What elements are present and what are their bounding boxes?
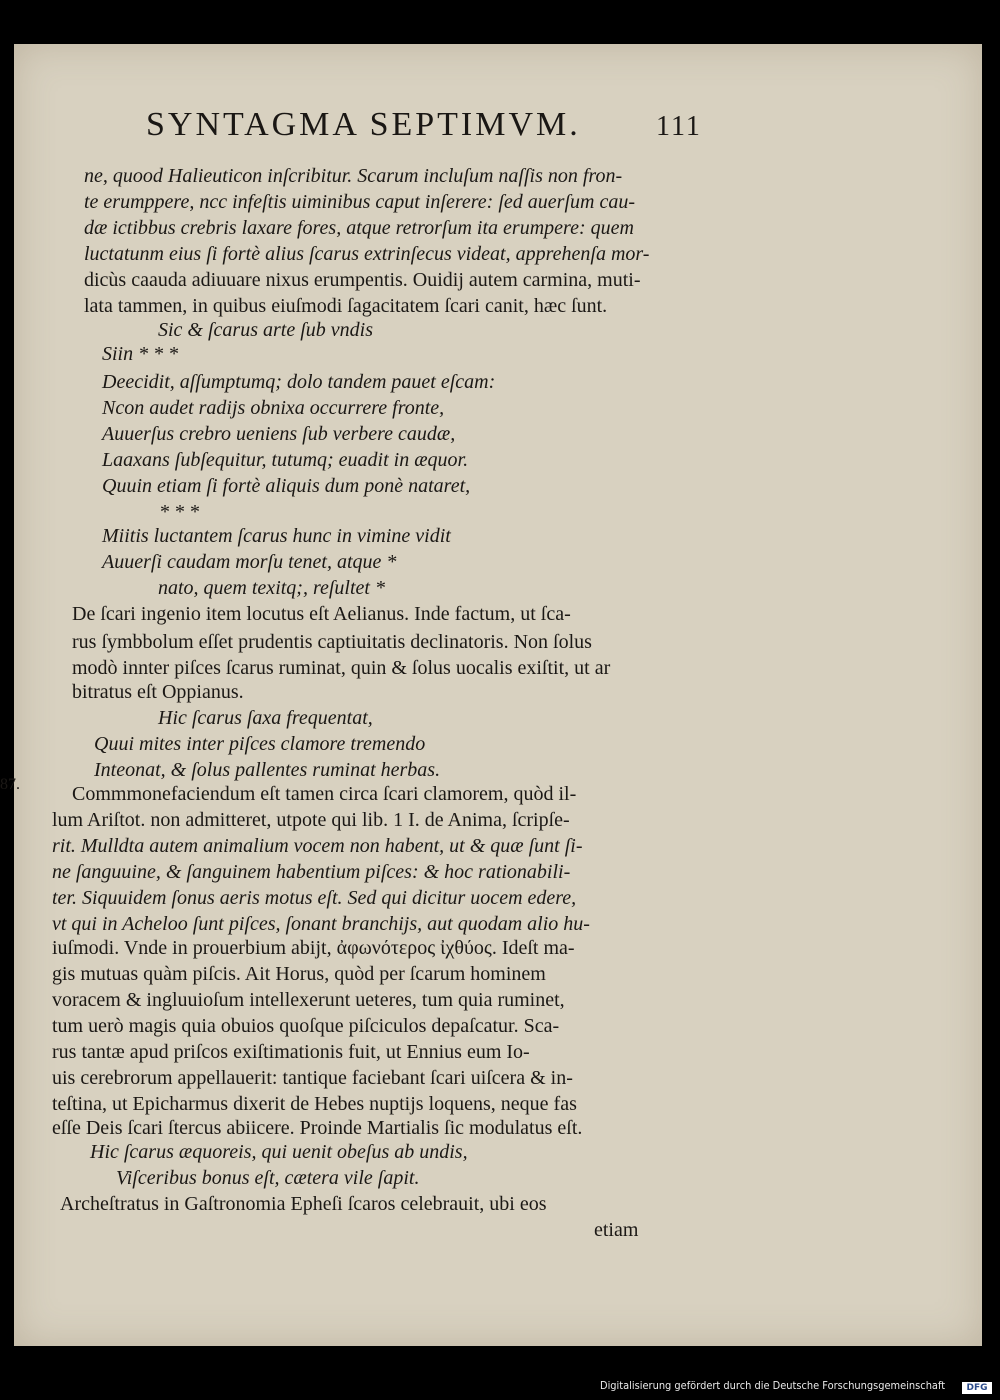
text-line: rus ſymbbolum eſſet prudentis captiuitatis declinatoris. Non ſolus — [72, 631, 592, 653]
text-line: ter. Siquuidem ſonus aeris motus eſt. Sed qui dicitur uocem edere, — [52, 887, 577, 909]
text-line: uis cerebrorum appellauerit: tantique faciebant ſcari uiſcera & in- — [52, 1067, 573, 1089]
text-line: ne ſanguuine, & ſanguinem habentium piſces: & hoc rationabili- — [52, 861, 571, 883]
digitization-credit: Digitalisierung gefördert durch die Deutsche Forschungsgemeinschaft — [600, 1380, 946, 1392]
verse-line: Auuerſi caudam morſu tenet, atque * — [102, 551, 397, 573]
verse-line: Auuerſus crebro ueniens ſub verbere caudæ, — [102, 423, 456, 445]
verse-line: Hic ſcarus æquoreis, qui uenit obeſus ab undis, — [90, 1141, 468, 1163]
text-line: dicùs caauda adiuuare nixus erumpentis. Ouidij autem carmina, muti- — [84, 269, 641, 291]
text-line: dæ ictibbus crebris laxare fores, atque retrorſum ita erumpere: quem — [84, 217, 634, 239]
text-line: iuſmodi. Vnde in prouerbium abijt, ἀφωνότερος ἰχθύος. Ideſt ma- — [52, 937, 575, 959]
text-line: rus tantæ apud priſcos exiſtimationis fuit, ut Ennius eum Io- — [52, 1041, 530, 1063]
verse-line: Inteonat, & ſolus pallentes ruminat herbas. — [94, 759, 441, 781]
margin-note: 87. — [0, 776, 20, 793]
text-line: gis mutuas quàm piſcis. Ait Horus, quòd per ſcarum hominem — [52, 963, 546, 985]
text-line: Commmonefaciendum eſt tamen circa ſcari clamorem, quòd il- — [72, 783, 577, 805]
text-line: teſtina, ut Epicharmus dixerit de Hebes nuptijs loquens, neque fas — [52, 1093, 577, 1115]
text-line: tum uerò magis quia obuios quoſque piſciculos depaſcatur. Sca- — [52, 1015, 560, 1037]
verse-line: Siin * * * — [102, 343, 179, 365]
text-line: lum Ariſtot. non admitteret, utpote qui lib. 1 I. de Anima, ſcripſe- — [52, 809, 570, 831]
verse-line: Miitis luctantem ſcarus hunc in vimine vidit — [102, 525, 451, 547]
text-line: eſſe Deis ſcari ſtercus abiicere. Proinde Martialis ſic modulatus eſt. — [52, 1117, 583, 1139]
text-line: bitratus eſt Oppianus. — [72, 681, 244, 703]
text-line: luctatunm eius ſi fortè alius ſcarus extrinſecus videat, apprehenſa mor- — [84, 243, 650, 265]
text-line: De ſcari ingenio item locutus eſt Aelianus. Inde factum, ut ſca- — [72, 603, 571, 625]
verse-line: Hic ſcarus ſaxa frequentat, — [158, 707, 373, 729]
page-number: 111 — [656, 111, 702, 142]
verse-line: Deecidit, aſſumptumq; dolo tandem pauet eſcam: — [102, 371, 496, 393]
verse-line: Sic & ſcarus arte ſub vndis — [158, 319, 373, 341]
text-line: modò innter piſces ſcarus ruminat, quin & ſolus uocalis exiſtit, ut ar — [72, 657, 611, 679]
verse-line: Ncon audet radijs obnixa occurrere fronte, — [102, 397, 445, 419]
text-line: rit. Mulldta autem animalium vocem non habent, ut & quæ ſunt ſi- — [52, 835, 583, 857]
text-line: lata tammen, in quibus eiuſmodi ſagacitatem ſcari canit, hæc ſunt. — [84, 295, 608, 317]
text-line: voracem & ingluuioſum intellexerunt ueteres, tum quia ruminet, — [52, 989, 565, 1011]
verse-line: Laaxans ſubſequitur, tutumq; euadit in æquor. — [102, 449, 469, 471]
catchword: etiam — [594, 1219, 639, 1241]
verse-line: nato, quem texitq;, reſultet * — [158, 577, 385, 599]
text-line: ne, quood Halieuticon inſcribitur. Scarum incluſum naſſis non fron- — [84, 165, 623, 187]
text-line: Archeſtratus in Gaſtronomia Epheſi ſcaros celebrauit, ubi eos — [60, 1193, 547, 1215]
text-line: vt qui in Acheloo ſunt piſces, ſonant branchijs, aut quodam alio hu- — [52, 913, 590, 935]
verse-line: Quui mites inter piſces clamore tremendo — [94, 733, 426, 755]
verse-line: Quuin etiam ſi fortè aliquis dum ponè nataret, — [102, 475, 471, 497]
text-line: te erumppere, ncc infeſtis uiminibus caput inſerere: ſed auerſum cau- — [84, 191, 635, 213]
dfg-logo: DFG — [962, 1382, 992, 1394]
running-title: SYNTAGMA SEPTIMVM. — [146, 106, 581, 143]
verse-line: Viſceribus bonus eſt, cætera vile ſapit. — [116, 1167, 420, 1189]
verse-line: * * * — [160, 501, 200, 523]
